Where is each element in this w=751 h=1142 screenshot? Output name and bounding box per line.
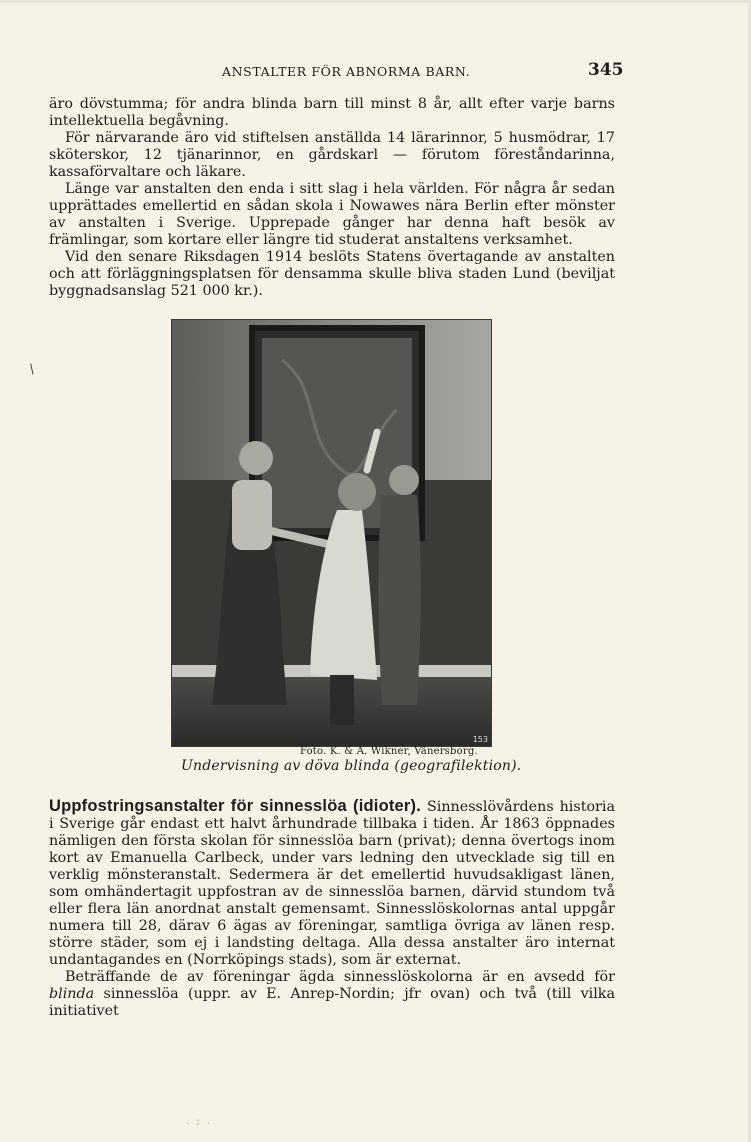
girl-head [338, 473, 376, 511]
classroom-photograph [171, 319, 492, 747]
paragraph-continued: äro dövstumma; för andra blinda barn till minst 8 år, allt efter varje barns intellektuella begåvning. [49, 96, 615, 129]
emphasis-blinda: blinda [49, 986, 95, 1002]
section-paragraph-2 [49, 969, 615, 1020]
running-head: ANSTALTER FÖR ABNORMA BARN. [222, 64, 471, 79]
boy-head [389, 465, 419, 495]
section-paragraph-1-body: Sinnesslövårdens historia i Sverige går endast ett halvt århundrade tillbaka i tiden. År 1863 öppnades nämligen den första skolan för sinnesslöa barn (privat); denna övertogs inom kort av Emanuella Carlbeck, under vars ledning den utvecklade sig till en verklig mönsteranstalt. Sedermera är det emellertid huvudsakligast länen, som omhändertagit uppfostran av de sinnesslöa barnen, därvid stundom två eller flera län anordnat anstalt gemensamt. Sinnesslöskolornas antal uppgår numera till 28, därav 6 ägas av föreningar, samtliga övriga av länen resp. större städer, som ej i landsting deltaga. Alla dessa anstalter äro internat undantagandes en (Norrköpings stads), som är externat. [49, 799, 615, 968]
photo-caption: Undervisning av döva blinda (geografilektion). [181, 758, 522, 774]
photo-number: 153 [472, 735, 488, 744]
teacher-blouse [232, 480, 272, 550]
paragraph-riksdag: Vid den senare Riksdagen 1914 beslöts Statens övertagande av anstalten och att förläggningsplatsen för densamma skulle bliva staden Lund (beviljat byggnadsanslag 521 000 kr.). [49, 249, 615, 299]
page-number: 345 [588, 60, 624, 80]
page-smudge-mark: . ; . [186, 1116, 213, 1127]
margin-pencil-mark: / [26, 361, 38, 378]
section-paragraph-1 [49, 798, 615, 969]
paragraph-history: Länge var anstalten den enda i sitt slag i hela världen. För några år sedan upprättades emellertid en sådan skola i Nowawes nära Berlin efter mönster av anstalten i Sverige. Upprepade gånger har denna haft besök av främlingar, som kortare eller längre tid studerat anstaltens verksamhet. [49, 181, 615, 248]
teacher-head [239, 441, 273, 475]
photo-illustration [172, 320, 491, 746]
paragraph-staff: För närvarande äro vid stiftelsen anställda 14 lärarinnor, 5 husmödrar, 17 sköterskor, 12 tjänarinnor, en gårdskarl — förutom föreståndarinna, kassaförvaltare och läkare. [49, 130, 615, 180]
girl-legs [330, 675, 354, 725]
photo-credit: Foto. K. & A. Wikner, Vänersborg. [300, 746, 478, 757]
boy-body [378, 495, 421, 705]
top-text-block [49, 96, 615, 300]
section-paragraph-2-end: sinnesslöa (uppr. av E. Anrep-Nordin; jfr ovan) och två (till vilka initiativet [49, 986, 615, 1019]
bottom-text-block [49, 798, 615, 1020]
section-paragraph-2-start: Beträffande de av föreningar ägda sinnesslöskolorna är en avsedd för [65, 969, 615, 985]
page-top-edge [0, 0, 751, 3]
section-heading: Uppfostringsanstalter för sinnesslöa (idioter). [49, 797, 422, 815]
